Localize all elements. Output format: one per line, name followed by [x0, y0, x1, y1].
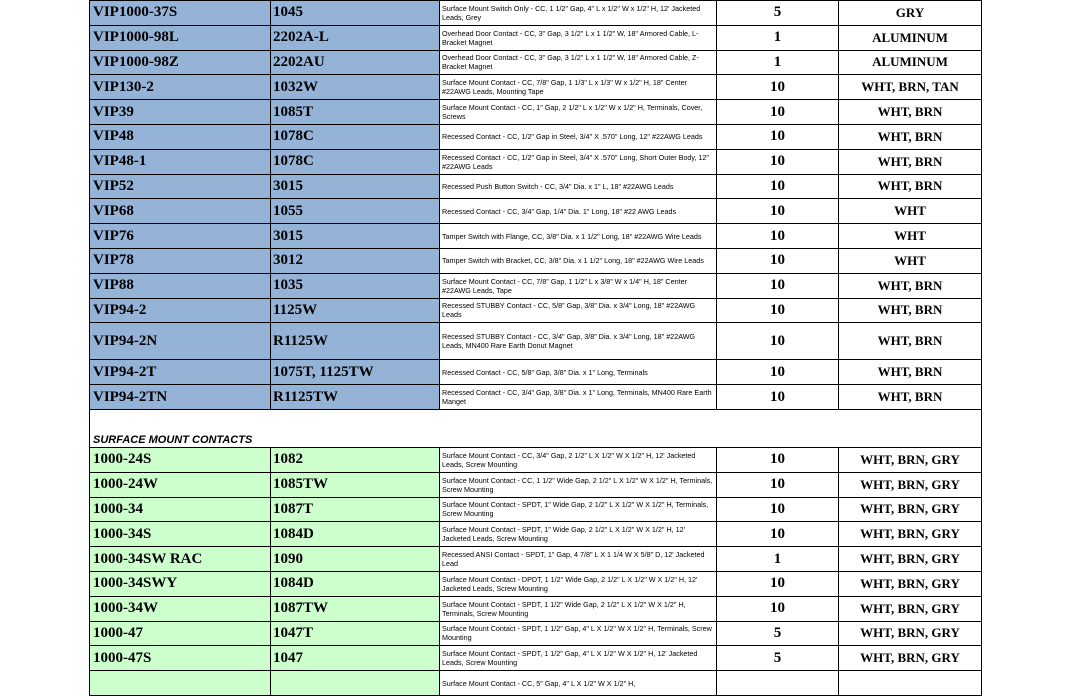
- surface-mount-section: [90, 447, 982, 670]
- table-row: [90, 298, 982, 323]
- quantity-cell: 5: [717, 1, 839, 26]
- table-row: [90, 522, 982, 547]
- table-row: [90, 273, 982, 298]
- model-cell: 1000-24W: [90, 472, 271, 497]
- description-cell: Surface Mount Contact - CC, 1 1/2" Wide Gap, 2 1/2" L X 1/2" W X 1/2" H, Terminals, Screw Mounting: [440, 472, 717, 497]
- colors-cell: WHT, BRN: [839, 385, 982, 410]
- model-cell: VIP130-2: [90, 75, 271, 100]
- description-cell: Surface Mount Contact - CC, 1" Gap, 2 1/2" L x 1/2" W x 1/2" H, Terminals, Cover, Screws: [440, 100, 717, 125]
- quantity-cell: 10: [717, 472, 839, 497]
- quantity-cell: 10: [717, 447, 839, 472]
- quantity-cell: 10: [717, 497, 839, 522]
- description-cell: Recessed STUBBY Contact - CC, 3/4" Gap, 3/8" Dia. x 3/4" Long, 18" #22AWG Leads, MN400 Rare Earth Donut Magnet: [440, 323, 717, 360]
- table-row: [90, 25, 982, 50]
- colors-cell: WHT, BRN: [839, 273, 982, 298]
- description-cell: Surface Mount Contact - CC, 5" Gap, 4" L X 1/2" W X 1/2" H,: [440, 671, 717, 696]
- quantity-cell: 10: [717, 323, 839, 360]
- colors-cell: WHT, BRN: [839, 149, 982, 174]
- description-cell: Recessed Contact - CC, 3/4" Gap, 1/4" Dia. 1" Long, 18" #22 AWG Leads: [440, 199, 717, 224]
- colors-cell: WHT: [839, 224, 982, 249]
- colors-cell: WHT, BRN: [839, 298, 982, 323]
- model-cell: VIP78: [90, 248, 271, 273]
- sub-model-cell: 1087T: [271, 497, 440, 522]
- quantity-cell: 5: [717, 621, 839, 646]
- table-row: [90, 1, 982, 26]
- quantity-cell: 1: [717, 547, 839, 572]
- sub-model-cell: R1125TW: [271, 385, 440, 410]
- quantity-cell: 5: [717, 646, 839, 671]
- table-row: [90, 323, 982, 360]
- table-row: [90, 671, 982, 696]
- sub-model-cell: 3012: [271, 248, 440, 273]
- sub-model-cell: 1084D: [271, 571, 440, 596]
- sub-model-cell: 1084D: [271, 522, 440, 547]
- sub-model-cell: 2202A-L: [271, 25, 440, 50]
- description-cell: Tamper Switch with Bracket, CC, 3/8" Dia. x 1 1/2" Long, 18" #22AWG Wire Leads: [440, 248, 717, 273]
- description-cell: Recessed Contact - CC, 5/8" Gap, 3/8" Dia. x 1" Long, Terminals: [440, 360, 717, 385]
- sub-model-cell: 1085T: [271, 100, 440, 125]
- sub-model-cell: 1085TW: [271, 472, 440, 497]
- model-cell: 1000-34: [90, 497, 271, 522]
- model-cell: VIP1000-37S: [90, 1, 271, 26]
- colors-cell: WHT, BRN, GRY: [839, 447, 982, 472]
- sub-model-cell: 1078C: [271, 149, 440, 174]
- colors-cell: WHT, BRN, GRY: [839, 497, 982, 522]
- model-cell: VIP76: [90, 224, 271, 249]
- description-cell: Surface Mount Contact - SPDT, 1 1/2" Wide Gap, 2 1/2" L X 1/2" W X 1/2" H, Terminals, Screw Mounting: [440, 596, 717, 621]
- model-cell: VIP39: [90, 100, 271, 125]
- quantity-cell: 10: [717, 124, 839, 149]
- colors-cell: [839, 671, 982, 696]
- table-row: [90, 646, 982, 671]
- sub-model-cell: 1047T: [271, 621, 440, 646]
- model-cell: [90, 671, 271, 696]
- table-row: [90, 497, 982, 522]
- table-row: [90, 199, 982, 224]
- sub-model-cell: 1055: [271, 199, 440, 224]
- quantity-cell: 10: [717, 571, 839, 596]
- table-row: [90, 124, 982, 149]
- table-row: [90, 360, 982, 385]
- sub-model-cell: 1125W: [271, 298, 440, 323]
- description-cell: Surface Mount Contact - DPDT, 1 1/2" Wide Gap, 2 1/2" L X 1/2" W X 1/2" H, 12' Jacketed Leads, Screw Mounting: [440, 571, 717, 596]
- description-cell: Surface Mount Contact - CC, 7/8" Gap, 1 1/2" L x 3/8" W x 1/4" H, 18" Center #22AWG Leads, Tape: [440, 273, 717, 298]
- table-row: [90, 149, 982, 174]
- colors-cell: GRY: [839, 1, 982, 26]
- quantity-cell: 10: [717, 522, 839, 547]
- colors-cell: ALUMINUM: [839, 25, 982, 50]
- model-cell: VIP68: [90, 199, 271, 224]
- quantity-cell: 10: [717, 298, 839, 323]
- colors-cell: WHT: [839, 199, 982, 224]
- table-row: [90, 100, 982, 125]
- model-cell: 1000-34S: [90, 522, 271, 547]
- model-cell: VIP94-2N: [90, 323, 271, 360]
- table-row: [90, 385, 982, 410]
- quantity-cell: 10: [717, 385, 839, 410]
- sub-model-cell: 1045: [271, 1, 440, 26]
- model-cell: VIP48-1: [90, 149, 271, 174]
- sub-model-cell: 3015: [271, 174, 440, 199]
- colors-cell: WHT, BRN, GRY: [839, 522, 982, 547]
- sub-model-cell: 2202AU: [271, 50, 440, 75]
- colors-cell: WHT, BRN: [839, 100, 982, 125]
- quantity-cell: 10: [717, 100, 839, 125]
- surface-section-header: [90, 409, 982, 447]
- quantity-cell: 10: [717, 596, 839, 621]
- description-cell: Surface Mount Contact - SPDT, 1" Wide Gap, 2 1/2" L X 1/2" W X 1/2" H, Terminals, Screw Mounting: [440, 497, 717, 522]
- description-cell: Recessed Contact - CC, 3/4" Gap, 3/8" Dia. x 1" Long, Terminals, MN400 Rare Earth Manget: [440, 385, 717, 410]
- model-cell: VIP52: [90, 174, 271, 199]
- quantity-cell: 10: [717, 273, 839, 298]
- model-cell: VIP94-2: [90, 298, 271, 323]
- table-row: [90, 224, 982, 249]
- quantity-cell: 10: [717, 75, 839, 100]
- contacts-table: [89, 0, 982, 696]
- quantity-cell: 10: [717, 174, 839, 199]
- model-cell: VIP1000-98Z: [90, 50, 271, 75]
- quantity-cell: 1: [717, 25, 839, 50]
- table-row: [90, 50, 982, 75]
- vip-section: [90, 1, 982, 410]
- colors-cell: WHT: [839, 248, 982, 273]
- description-cell: Surface Mount Contact - SPDT, 1" Wide Gap, 2 1/2" L X 1/2" W X 1/2" H, 12' Jacketed Leads, Screw Mounting: [440, 522, 717, 547]
- quantity-cell: [717, 671, 839, 696]
- table-row: [90, 571, 982, 596]
- model-cell: 1000-24S: [90, 447, 271, 472]
- table-row: [90, 174, 982, 199]
- quantity-cell: 10: [717, 248, 839, 273]
- colors-cell: WHT, BRN, GRY: [839, 547, 982, 572]
- sub-model-cell: 1035: [271, 273, 440, 298]
- table-row: [90, 472, 982, 497]
- table-row: [90, 547, 982, 572]
- model-cell: 1000-47: [90, 621, 271, 646]
- quantity-cell: 10: [717, 199, 839, 224]
- colors-cell: WHT, BRN: [839, 360, 982, 385]
- colors-cell: WHT, BRN, GRY: [839, 596, 982, 621]
- table-row: [90, 75, 982, 100]
- description-cell: Recessed Push Button Switch - CC, 3/4" Dia. x 1" L, 18" #22AWG Leads: [440, 174, 717, 199]
- table-row: [90, 596, 982, 621]
- model-cell: VIP94-2T: [90, 360, 271, 385]
- description-cell: Overhead Door Contact - CC, 3" Gap, 3 1/2" L x 1 1/2" W, 18" Armored Cable, Z-Bracket Magnet: [440, 50, 717, 75]
- model-cell: 1000-34W: [90, 596, 271, 621]
- table-row: [90, 248, 982, 273]
- product-sheet: [89, 0, 979, 696]
- model-cell: 1000-34SW RAC: [90, 547, 271, 572]
- model-cell: VIP88: [90, 273, 271, 298]
- colors-cell: WHT, BRN, GRY: [839, 472, 982, 497]
- quantity-cell: 10: [717, 149, 839, 174]
- description-cell: Recessed Contact - CC, 1/2" Gap in Steel, 3/4" X .570" Long, 12" #22AWG Leads: [440, 124, 717, 149]
- sub-model-cell: [271, 671, 440, 696]
- colors-cell: WHT, BRN: [839, 124, 982, 149]
- table-row: [90, 621, 982, 646]
- description-cell: Surface Mount Contact - SPDT, 1 1/2" Gap, 4" L X 1/2" W X 1/2" H, Terminals, Screw Mounting: [440, 621, 717, 646]
- quantity-cell: 10: [717, 224, 839, 249]
- sub-model-cell: 3015: [271, 224, 440, 249]
- model-cell: 1000-47S: [90, 646, 271, 671]
- description-cell: Recessed STUBBY Contact - CC, 5/8" Gap, 3/8" Dia. x 3/4" Long, 18" #22AWG Leads: [440, 298, 717, 323]
- description-cell: Surface Mount Switch Only - CC, 1 1/2" Gap, 4" L x 1/2" W x 1/2" H, 12' Jacketed Leads, Grey: [440, 1, 717, 26]
- sub-model-cell: 1078C: [271, 124, 440, 149]
- sub-model-cell: 1087TW: [271, 596, 440, 621]
- description-cell: Surface Mount Contact - SPDT, 1 1/2" Gap, 4" L X 1/2" W X 1/2" H, 12' Jacketed Leads, Screw Mounting: [440, 646, 717, 671]
- model-cell: VIP94-2TN: [90, 385, 271, 410]
- sub-model-cell: 1047: [271, 646, 440, 671]
- description-cell: Recessed Contact - CC, 1/2" Gap in Steel, 3/4" X .570" Long, Short Outer Body, 12" #22AWG Leads: [440, 149, 717, 174]
- description-cell: Recessed ANSI Contact - SPDT, 1" Gap, 4 7/8" L X 1 1/4 W X 5/8" D, 12' Jacketed Lead: [440, 547, 717, 572]
- quantity-cell: 10: [717, 360, 839, 385]
- colors-cell: WHT, BRN, TAN: [839, 75, 982, 100]
- description-cell: Surface Mount Contact - CC, 7/8" Gap, 1 1/3" L x 1/3" W x 1/2" H, 18" Center #22AWG Leads, Mounting Tape: [440, 75, 717, 100]
- colors-cell: WHT, BRN, GRY: [839, 571, 982, 596]
- model-cell: VIP48: [90, 124, 271, 149]
- colors-cell: ALUMINUM: [839, 50, 982, 75]
- sub-model-cell: 1082: [271, 447, 440, 472]
- section-title: SURFACE MOUNT CONTACTS: [90, 409, 982, 447]
- sub-model-cell: R1125W: [271, 323, 440, 360]
- model-cell: VIP1000-98L: [90, 25, 271, 50]
- quantity-cell: 1: [717, 50, 839, 75]
- colors-cell: WHT, BRN: [839, 174, 982, 199]
- description-cell: Surface Mount Contact - CC, 3/4" Gap, 2 1/2" L X 1/2" W X 1/2" H, 12' Jacketed Leads, Screw Mounting: [440, 447, 717, 472]
- table-row: [90, 447, 982, 472]
- model-cell: 1000-34SWY: [90, 571, 271, 596]
- description-cell: Tamper Switch with Flange, CC, 3/8" Dia. x 1 1/2" Long, 18" #22AWG Wire Leads: [440, 224, 717, 249]
- colors-cell: WHT, BRN, GRY: [839, 621, 982, 646]
- partial-section: [90, 671, 982, 696]
- colors-cell: WHT, BRN: [839, 323, 982, 360]
- sub-model-cell: 1090: [271, 547, 440, 572]
- sub-model-cell: 1075T, 1125TW: [271, 360, 440, 385]
- description-cell: Overhead Door Contact - CC, 3" Gap, 3 1/2" L x 1 1/2" W, 18" Armored Cable, L-Bracket Magnet: [440, 25, 717, 50]
- colors-cell: WHT, BRN, GRY: [839, 646, 982, 671]
- sub-model-cell: 1032W: [271, 75, 440, 100]
